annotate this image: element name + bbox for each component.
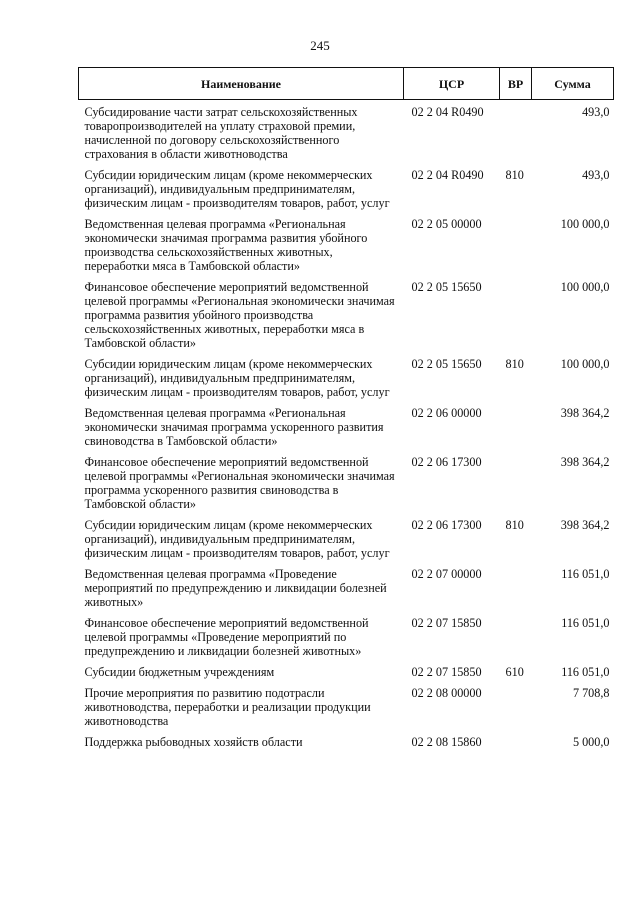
table-row — [79, 406, 614, 455]
row-vr: 810 — [505, 357, 524, 371]
row-sum: 116 051,0 — [561, 616, 610, 630]
row-csr: 02 2 07 15850 — [411, 616, 482, 630]
row-name: Субсидии юридическим лицам (кроме некоммерческих организаций), индивидуальным предпринимателям, физическим лицам - производителям товаров, работ, услуг — [84, 168, 390, 210]
row-vr — [500, 100, 532, 169]
row-csr: 02 2 07 00000 — [411, 567, 482, 581]
row-vr — [500, 686, 532, 735]
row-name: Ведомственная целевая программа «Проведение мероприятий по предупреждению и ликвидации болезней животных» — [84, 567, 387, 609]
row-vr — [500, 406, 532, 455]
budget-table — [78, 67, 614, 756]
row-name: Субсидирование части затрат сельскохозяйственных товаропроизводителей на уплату страховой премии, начисленной по договору сельскохозяйственного страхования в области животноводства — [84, 105, 358, 161]
table-row — [79, 357, 614, 406]
header-vr: ВР — [500, 68, 532, 100]
row-name: Субсидии бюджетным учреждениям — [84, 665, 275, 679]
row-sum: 398 364,2 — [560, 455, 610, 469]
row-sum: 493,0 — [582, 105, 610, 119]
row-csr: 02 2 04 R0490 — [411, 168, 484, 182]
row-sum: 100 000,0 — [560, 357, 610, 371]
row-vr: 810 — [505, 518, 524, 532]
header-sum: Сумма — [532, 68, 614, 100]
table-row — [79, 280, 614, 357]
row-name: Финансовое обеспечение мероприятий ведомственной целевой программы «Региональная экономически значимая программа развития убойного производства сельскохозяйственных животных, переработки мяса в Тамбовской области» — [84, 280, 395, 350]
row-csr: 02 2 06 17300 — [411, 518, 482, 532]
row-sum: 116 051,0 — [561, 665, 610, 679]
row-sum: 7 708,8 — [572, 686, 610, 700]
row-name: Финансовое обеспечение мероприятий ведомственной целевой программы «Региональная экономически значимая программа ускоренного развития свиноводства в Тамбовской области» — [84, 455, 395, 511]
row-sum: 493,0 — [582, 168, 610, 182]
row-csr: 02 2 07 15850 — [411, 665, 482, 679]
table-row — [79, 100, 614, 169]
table-row — [79, 616, 614, 665]
row-vr — [500, 217, 532, 280]
row-name: Финансовое обеспечение мероприятий ведомственной целевой программы «Проведение мероприятий по предупреждению и ликвидации болезней животных» — [84, 616, 369, 658]
row-sum: 116 051,0 — [561, 567, 610, 581]
row-csr: 02 2 05 15650 — [411, 357, 482, 371]
row-csr: 02 2 08 00000 — [411, 686, 482, 700]
row-sum: 100 000,0 — [560, 217, 610, 231]
row-name: Поддержка рыбоводных хозяйств области — [84, 735, 303, 749]
table-row — [79, 735, 614, 756]
row-name: Субсидии юридическим лицам (кроме некоммерческих организаций), индивидуальным предпринимателям, физическим лицам - производителям товаров, работ, услуг — [84, 518, 390, 560]
row-csr: 02 2 06 17300 — [411, 455, 482, 469]
table-row — [79, 567, 614, 616]
table-row — [79, 665, 614, 686]
row-csr: 02 2 05 00000 — [411, 217, 482, 231]
row-sum: 398 364,2 — [560, 518, 610, 532]
table-row — [79, 455, 614, 518]
table-row — [79, 217, 614, 280]
row-vr — [500, 616, 532, 665]
row-csr: 02 2 06 00000 — [411, 406, 482, 420]
header-csr: ЦСР — [404, 68, 500, 100]
row-vr — [500, 455, 532, 518]
row-sum: 5 000,0 — [572, 735, 610, 749]
row-name: Ведомственная целевая программа «Региональная экономически значимая программа ускоренного развития свиноводства в Тамбовской области» — [84, 406, 384, 448]
row-vr: 810 — [505, 168, 524, 182]
row-csr: 02 2 08 15860 — [411, 735, 482, 749]
header-name: Наименование — [79, 68, 404, 100]
row-sum: 100 000,0 — [560, 280, 610, 294]
row-csr: 02 2 04 R0490 — [411, 105, 484, 119]
table-row — [79, 518, 614, 567]
row-name: Субсидии юридическим лицам (кроме некоммерческих организаций), индивидуальным предпринимателям, физическим лицам - производителям товаров, работ, услуг — [84, 357, 390, 399]
row-name: Ведомственная целевая программа «Региональная экономически значимая программа развития убойного производства сельскохозяйственных животных, переработки мяса в Тамбовской области» — [84, 217, 368, 273]
row-vr: 610 — [505, 665, 524, 679]
row-vr — [500, 280, 532, 357]
page-number: 245 — [310, 38, 330, 53]
row-vr — [500, 567, 532, 616]
table-header-row — [79, 68, 614, 100]
table-row — [79, 686, 614, 735]
row-csr: 02 2 05 15650 — [411, 280, 482, 294]
table-row — [79, 168, 614, 217]
row-vr — [500, 735, 532, 756]
row-sum: 398 364,2 — [560, 406, 610, 420]
row-name: Прочие мероприятия по развитию подотрасли животноводства, переработки и реализации продукции животноводства — [84, 686, 371, 728]
